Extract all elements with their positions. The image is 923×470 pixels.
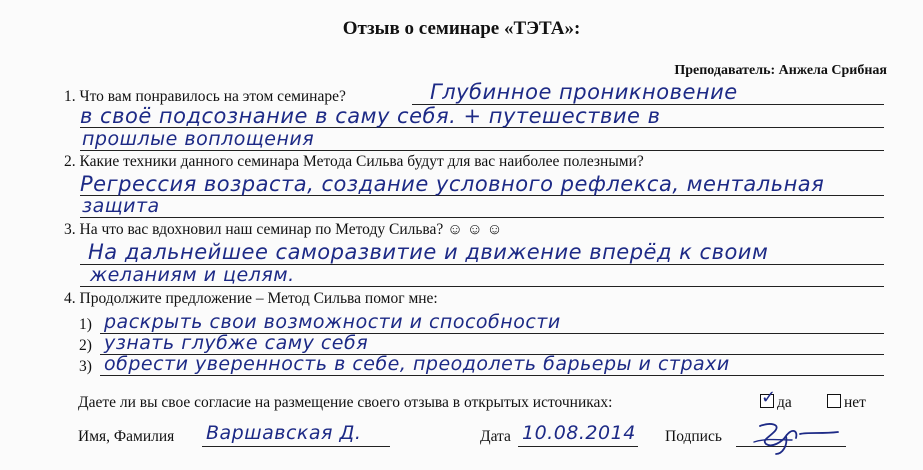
answer-1-line-2: в своё подсознание в саму себя. + путешествие в bbox=[80, 104, 661, 128]
consent-no[interactable] bbox=[827, 394, 866, 412]
item-2-answer: узнать глубже саму себя bbox=[104, 332, 369, 354]
answer-line bbox=[100, 375, 884, 376]
question-1: 1. Что вам понравилось на этом семинаре? bbox=[64, 88, 346, 105]
signature-image bbox=[752, 418, 842, 458]
item-2-number: 2) bbox=[79, 337, 92, 354]
answer-3-line-1: На дальнейшее саморазвитие и движение вперёд к своим bbox=[88, 240, 769, 264]
question-3: 3. На что вас вдохновил наш семинар по Методу Сильва? ☺ ☺ ☺ bbox=[64, 221, 503, 238]
name-label: Имя, Фамилия bbox=[78, 428, 175, 445]
consent-question: Даете ли вы свое согласие на размещение своего отзыва в открытых источниках: bbox=[78, 394, 613, 411]
name-value: Варшавская Д. bbox=[206, 422, 362, 444]
answer-1-line-3: прошлые воплощения bbox=[82, 128, 315, 150]
question-2: 2. Какие техники данного семинара Метода Сильва будут для вас наиболее полезными? bbox=[64, 153, 644, 170]
name-line bbox=[202, 446, 390, 447]
item-1-number: 1) bbox=[79, 316, 92, 333]
question-4: 4. Продолжите предложение – Метод Сильва помог мне: bbox=[64, 290, 438, 307]
consent-yes[interactable] bbox=[760, 387, 792, 412]
item-3-number: 3) bbox=[79, 358, 92, 375]
no-checkbox[interactable] bbox=[827, 394, 841, 408]
answer-3-line-2: желаниям и целям. bbox=[90, 264, 295, 286]
answer-line bbox=[80, 150, 884, 151]
teacher-name: Преподаватель: Анжела Срибная bbox=[674, 63, 887, 78]
signature-label: Подпись bbox=[665, 428, 722, 445]
answer-2-line-2: защита bbox=[82, 195, 160, 217]
no-label: нет bbox=[844, 394, 866, 411]
answer-line bbox=[80, 217, 884, 218]
item-1-answer: раскрыть свои возможности и способности bbox=[104, 311, 561, 333]
date-value: 10.08.2014 bbox=[522, 422, 636, 444]
answer-1-line-1: Глубинное проникновение bbox=[430, 80, 738, 104]
date-line bbox=[518, 446, 638, 447]
answer-2-line-1: Регрессия возраста, создание условного рефлекса, ментальная bbox=[80, 172, 825, 196]
yes-label: да bbox=[777, 394, 792, 411]
form-title: Отзыв о семинаре «ТЭТА»: bbox=[342, 18, 581, 39]
answer-line bbox=[80, 286, 884, 287]
yes-checkbox[interactable] bbox=[760, 387, 777, 408]
item-3-answer: обрести уверенность в себе, преодолеть барьеры и страхи bbox=[104, 353, 730, 375]
check-icon: ✓ bbox=[761, 387, 777, 408]
date-label: Дата bbox=[480, 428, 511, 445]
